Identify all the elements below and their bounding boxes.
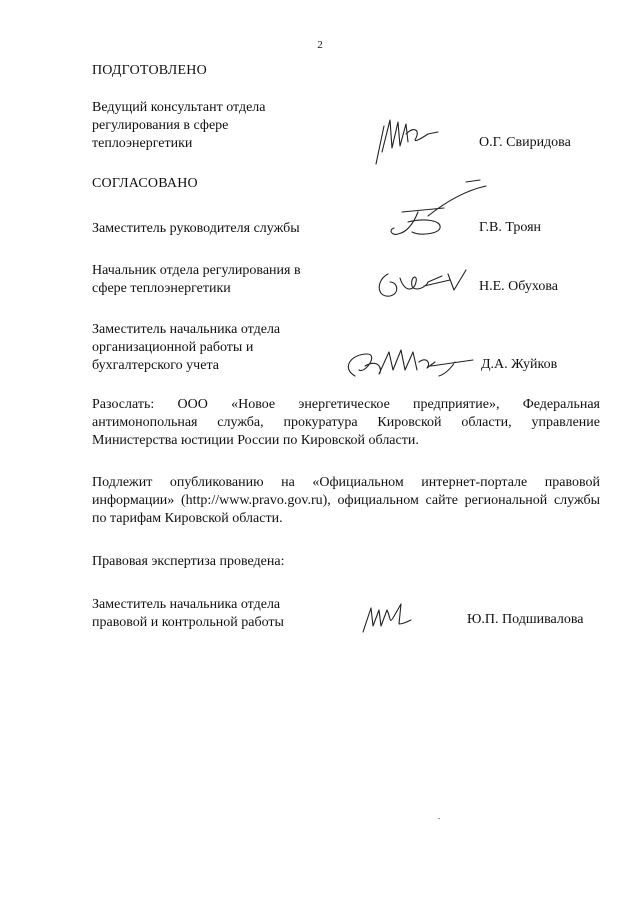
- signature-obukhova: [370, 256, 480, 306]
- prepared-position: Ведущий консультант отдела регулирования в сфере теплоэнергетики: [92, 100, 266, 151]
- agreed-position-1: Заместитель руководителя службы: [92, 221, 300, 236]
- legal-review-name: Ю.П. Подшивалова: [467, 612, 584, 627]
- agreed-name-2: Н.Е. Обухова: [479, 279, 558, 294]
- signature-troyan: [368, 178, 498, 248]
- agreed-position-2: Начальник отдела регулирования в сфере теплоэнергетики: [92, 263, 301, 296]
- signature-podshivalova: [355, 598, 415, 638]
- page-number: 2: [317, 39, 323, 51]
- distribution-list: Разослать: ООО «Новое энергетическое предприятие», Федеральная антимонопольная служба, прокуратура Кировской области, управление Министерства юстиции России по Кировской области.: [92, 397, 600, 448]
- prepared-name: О.Г. Свиридова: [479, 135, 571, 150]
- scan-speck: [438, 818, 440, 819]
- agreed-position-3: Заместитель начальника отдела организационной работы и бухгалтерского учета: [92, 322, 281, 373]
- agreed-name-3: Д.А. Жуйков: [481, 357, 558, 372]
- signature-zhuykov: [335, 340, 485, 385]
- legal-review-heading: Правовая экспертиза проведена:: [92, 554, 285, 569]
- agreed-name-1: Г.В. Троян: [479, 220, 542, 235]
- publication-note: Подлежит опубликованию на «Официальном интернет-портале правовой информации» (http://www.pravo.gov.ru), официальном сайте региональной службы по тарифам Кировской области.: [92, 475, 600, 526]
- legal-review-position: Заместитель начальника отдела правовой и контрольной работы: [92, 597, 284, 630]
- signature-sviridova: [370, 112, 450, 172]
- agreed-heading: СОГЛАСОВАНО: [92, 176, 198, 191]
- prepared-heading: ПОДГОТОВЛЕНО: [92, 63, 207, 78]
